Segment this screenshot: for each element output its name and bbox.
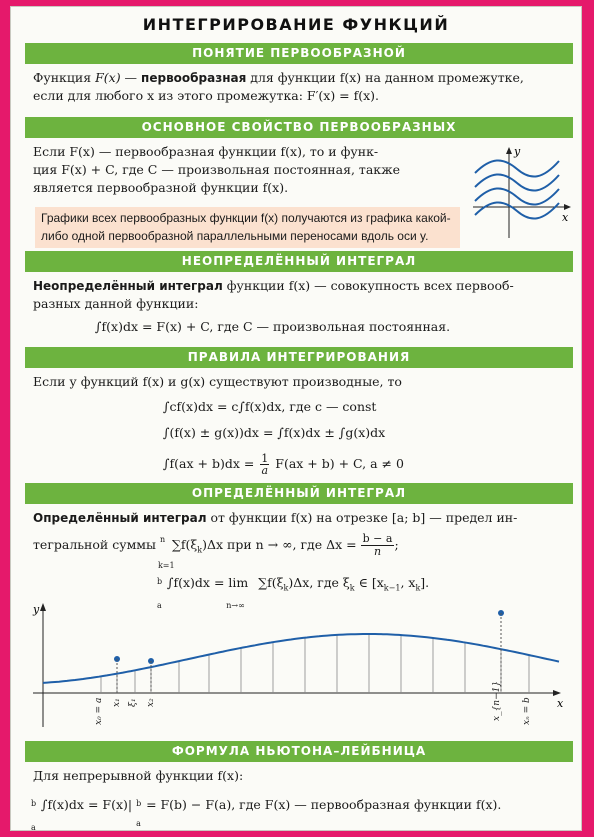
page-title: ИНТЕГРИРОВАНИЕ ФУНКЦИЙ — [142, 15, 450, 34]
section-heading-antiderivative: ПОНЯТИЕ ПЕРВООБРАЗНОЙ — [25, 43, 573, 64]
svg-text:y: y — [514, 145, 521, 158]
definite-definition-line2: тегральной суммы n k=1 $\sum f(\xi_k)\Delta x$ при n → ∞, где Δx = $\frac{b - a}{n}$ ; — [33, 532, 399, 570]
indefinite-formula: ∫f(x)dx = F(x) + C, где C — произвольная постоянная. — [95, 319, 451, 334]
section-heading-main-property: ОСНОВНОЕ СВОЙСТВО ПЕРВООБРАЗНЫХ — [25, 117, 573, 138]
rule-constant-factor: ∫cf(x)dx = c∫f(x)dx, где c — const — [163, 399, 377, 414]
poster-card — [10, 6, 582, 831]
section-heading-indefinite: НЕОПРЕДЕЛЁННЫЙ ИНТЕГРАЛ — [25, 251, 573, 272]
rule-sum: ∫(f(x) ± g(x))dx = ∫f(x)dx ± ∫g(x)dx — [163, 425, 386, 440]
rules-intro: Если у функций f(x) и g(x) существуют производные, то — [33, 374, 402, 389]
section-heading-rules: ПРАВИЛА ИНТЕГРИРОВАНИЯ — [25, 347, 573, 368]
rule-linear-substitution: ∫f(ax + b)dx = $\frac{1}{a}$ F(ax + b) + C, a ≠ 0 — [163, 452, 404, 477]
svg-text:y: y — [33, 603, 40, 616]
definite-integral-formula: b a ∫f(x)dx = lim n→∞ $\sum f(\xi_k)\Delta x$, где $\xi_k$ ∈ [$x_{k-1}$, $x_k$]. — [157, 575, 430, 610]
newton-leibniz-formula: b a ∫f(x)dx = F(x)| b a = F(b) − F(a), где F(x) — первообразная функции f(x). — [31, 797, 502, 832]
label-xn-b: xₙ = b — [522, 697, 532, 725]
svg-text:x: x — [562, 211, 569, 224]
section-heading-newton-leibniz: ФОРМУЛА НЬЮТОНА–ЛЕЙБНИЦА — [25, 741, 573, 762]
main-property-note: Графики всех первообразных функции f(x) получаются из графика какой- либо одной первообразной параллельными переносами вдоль оси y. — [35, 207, 460, 248]
label-xi1: ξ₁ — [128, 698, 138, 707]
main-property-text: Если F(x) — первообразная функции f(x), то и функ- ция F(x) + C, где C — произвольная постоянная, также является первообразной функции f(x). — [33, 144, 400, 195]
definite-definition-line1: Определённый интеграл от функции f(x) на отрезке [a; b] — предел ин- — [33, 510, 518, 525]
antiderivatives-graph — [469, 143, 573, 243]
riemann-sum-graph — [29, 603, 569, 729]
label-xn-1: x_{n−1} — [492, 680, 502, 721]
label-x2: x₂ — [146, 698, 156, 707]
svg-text:x: x — [557, 697, 564, 710]
indefinite-definition: Неопределённый интеграл функции f(x) — совокупность всех первооб- разных данной функции: — [33, 278, 514, 311]
label-x0-a: x₀ = a — [94, 697, 104, 725]
newton-leibniz-intro: Для непрерывной функции f(x): — [33, 768, 244, 783]
label-x1: x₁ — [112, 698, 122, 707]
antiderivative-definition: Функция F(x) — первообразная для функции f(x) на данном промежутке, если для любого x из этого промежутка: F′(x) = f(x). — [33, 70, 524, 103]
section-heading-definite: ОПРЕДЕЛЁННЫЙ ИНТЕГРАЛ — [25, 483, 573, 504]
